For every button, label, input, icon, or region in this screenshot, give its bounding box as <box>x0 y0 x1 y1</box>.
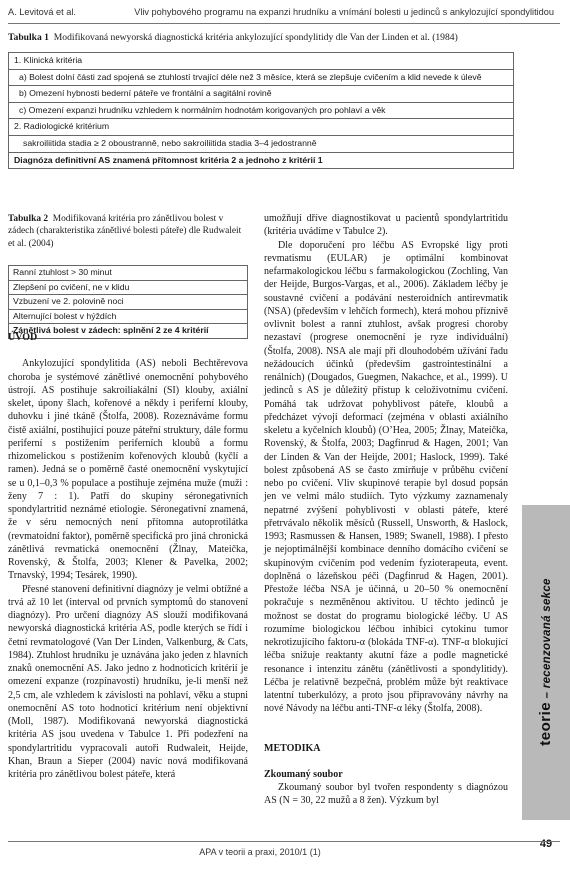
table-cell: a) Bolest dolní části zad spojená se ztuhlostí trvající déle než 3 měsíce, která se zlepšuje cvičením a klid nevede k úlevě <box>9 69 514 86</box>
table1 <box>8 52 514 169</box>
table-row <box>9 266 248 281</box>
table-cell: sakroiliitida stadia ≥ 2 oboustranně, nebo sakroiliitida stadia 3–4 jedostranně <box>9 135 514 152</box>
table-cell: Zlepšení po cvičení, ne v klidu <box>9 280 248 295</box>
spacer <box>8 344 248 357</box>
table-row <box>9 86 514 103</box>
table-cell: b) Omezení hybnosti bederní páteře ve frontální a sagitální rovině <box>9 86 514 103</box>
table-cell: Diagnóza definitivní AS znamená přítomnost kritéria 2 a jednoho z kritérií 1 <box>9 152 514 169</box>
journal-footer: APA v teorii a praxi, 2010/1 (1) <box>199 847 321 857</box>
table1-caption <box>8 31 518 44</box>
running-header-authors: A. Levitová et al. <box>8 7 76 17</box>
body-paragraph: Dle doporučení pro léčbu AS Evropské ligy proti revmatismu (EULAR) je optimální kombinovat nefarmakologickou léčbu s farmakologickou (Zochling, Van der Heijde, Burgos-Vargas, et al., 2006). Základem léčby je soustavné cvičení a podávání nesteroidních antirevmatik (NSA) (především v lehčích formech), která mohou příznivě ovlivnit bolest a ranní ztuhlost, avšak progresi choroby nezastaví (progrese onemocnění je ryze individuální) (Štolfa, 2008). NSA ale mají při dlouhodobém užívání řadu nežádoucích účinků (především gastrointestinální a renálních) (Dougados, Guegmen, Nakachce, et al., 1999). U jedinců s AS je důležitý přístup k celoživotnímu cvičení. Pomáhá tak udržovat pohyblivost páteře, kloubů a předcházet vývoji deformací (zejména v oblasti axiálního skeletu a kyčelních kloubů) (O’Hea, 2005; Žlnay, Mateička, Rovenský, & Štolfa, 2003; Dagfinrud & Hagen, 2001; Van der Linden & Van der Heijde, 2001; Haslock, 1999). Také bolest způsobená AS se často zmírňuje v průběhu cvičení nebo po cvičení. Vliv skupinové terapie byl dosud popsán jen ve velmi málo studiích. Tyto výzkumy zaznamenaly nepatrné zvýšení pohyblivosti v oblasti páteře, které přetrvávalo několik měsíců (Russell, Unsworth, & Haslock, 1993; Rasmussen & Hansen, 1989; Swanell, 1988). I přesto je nejoptimálnější kombinace denního domácího cvičení se skupinovým cvičením pod vedením fyzioterapeuta, event. doplněná o lázeňskou péči (Dagfinrud & Hagen, 2001). Přestože léčba NSA je účinná, u 20–50 % onemocnění pokračuje s nezměněnou aktivitou. U těchto jedinců je možnost se dostat do programu biologické léčby. U AS rozumíme biologickou léčbou inhibici cytokinu tumor nekrotizujícího faktoru-α (blokáda TNF-α). TNF-α blokující léčba snižuje reaktanty akutní fáze a podle magnetické resonance i intenzitu zánětu (zánětlivosti a spondylitidy). Léčba je relativně bezpečná, problém může být reaktivace latentní tuberkulózy, a proto jsou připravovány návrhy na nové Návody na léčbu anti-TNF-α léky (Štolfa, 2008). <box>264 239 508 715</box>
table-row <box>9 135 514 152</box>
side-label-part2: recenzovaná sekce <box>541 578 553 689</box>
table-cell: Ranní ztuhlost > 30 minut <box>9 266 248 281</box>
table-row <box>9 53 514 70</box>
side-label-dash: – <box>541 688 553 702</box>
subsection-heading: Zkoumaný soubor <box>264 768 343 780</box>
spacer <box>264 716 508 742</box>
table1-label: Tabulka 1 <box>8 32 49 43</box>
table2-caption-text: Modifikovaná kritéria pro zánětlivou bolest v zádech (charakteristika zánětlivé bolesti páteře) dle Rudwaleit et al. (2004) <box>8 214 242 249</box>
table1-caption-text: Modifikovaná newyorská diagnostická kritéria ankylozující spondylitidy dle Van der Linden et al. (1984) <box>53 32 458 43</box>
table-cell: Zánětlivá bolest v zádech: splnění 2 ze 4 kritérií <box>9 324 248 339</box>
spacer <box>264 755 508 768</box>
table-row <box>9 102 514 119</box>
left-column <box>8 331 248 781</box>
section-side-label <box>537 578 555 746</box>
page-number: 49 <box>539 838 553 850</box>
table-row <box>9 119 514 136</box>
table-cell: c) Omezení expanzi hrudníku vzhledem k normálním hodnotám korigovaných pro pohlaví a věk <box>9 102 514 119</box>
table2 <box>8 265 248 339</box>
side-label-part1: teorie <box>537 701 554 746</box>
body-paragraph: umožňují dříve diagnostikovat u pacientů spondylartritidu (kritéria uvádíme v Tabulce 2). <box>264 213 508 238</box>
table-row <box>9 280 248 295</box>
table-row <box>9 152 514 169</box>
header-divider <box>8 23 560 24</box>
right-column <box>264 212 508 808</box>
running-header-title: Vliv pohybového programu na expanzi hrudníku a vnímání bolesti u jedinců s ankylozující spondylitidou <box>134 7 554 17</box>
body-paragraph: Zkoumaný soubor byl tvořen respondenty s diagnózou AS (N = 30, 22 mužů a 8 žen). Výzkum byl <box>264 782 508 807</box>
table2-label: Tabulka 2 <box>8 214 49 224</box>
table-row <box>9 309 248 324</box>
section-heading-methods: METODIKA <box>264 742 321 754</box>
table-cell: Vzbuzení ve 2. polovině noci <box>9 295 248 310</box>
footer-divider <box>8 841 560 842</box>
table-row <box>9 69 514 86</box>
table-cell: 1. Klinická kritéria <box>9 53 514 70</box>
body-paragraph: Ankylozující spondylitida (AS) neboli Bechtěrevova choroba je systémové zánětlivé onemocnění pohybového ústrojí. AS postihuje sakroiliakální (SI) klouby, axiální skelet, úpony šlach, kořenové a někdy i periferní klouby, duhovku i jiné tkáně (Štolfa, 2008). Rozeznáváme formu čistě axiální, postihující pouze páteřní struktury, dále formu periferní s postižením periferních kloubů a formu rhizomelickou s postižením kořenových kloubů (kyčlí a ramen). Jedná se o poměrně časté onemocnění vyskytující se u 0,1–0,3 % populace a postihuje zejména muže (muži : ženy 7 : 1). Patří do skupiny séronegativních spondylartritid neznámé etiologie. Séronegativní znamená, že v séru nemocných není přítomna autoprotilátka (revmatoidní faktor), poměrně specifická pro jiná chronická zánětlivá revmatická onemocnění (Žlnay, Mateička, Rovenský, & Štolfa, 2003; Klener & Pavelka, 2002; Trnavský, 1994; Tesárek, 1990). <box>8 358 248 582</box>
table-cell: Alternující bolest v hýždích <box>9 309 248 324</box>
body-paragraph: Přesné stanovení definitivní diagnózy je velmi obtížné a trvá až 10 let (interval od prvních symptomů do stanovení diagnózy). Pro určení diagnózy AS slouží modifikovaná newyorská diagnostická kritéria AS, podle kterých se řídí i četní revmatologové (Van Der Linden, Valkenburg, & Cats, 1984). Ztuhlost hrudníku je uznávána jako jeden z hlavních znaků onemocnění AS. Jako jedno z hodnoticích kritérií je omezení expanze (rozpínavosti) hrudníku, je-li menší než 2,5 cm, ale vzhledem k závislosti na pohlaví, věku a stupni onemocnění AS toto hodnoticí kritérium není objektivní (Moll, 1987). Modifikovaná newyorská diagnostická kritéria AS jsou uvedena v Tabulce 1. Při podezření na spondylartritidu vypracovali autoři Rudwaleit, Heijde, Khan, Braun a Sieper (2004) navíc nová modifikovaná kritéria pro zánětlivou bolest páteře, která <box>8 583 248 780</box>
section-heading-intro: ÚVOD <box>8 332 38 343</box>
table-row <box>9 295 248 310</box>
table-cell: 2. Radiologické kritérium <box>9 119 514 136</box>
table2-caption <box>8 213 248 250</box>
